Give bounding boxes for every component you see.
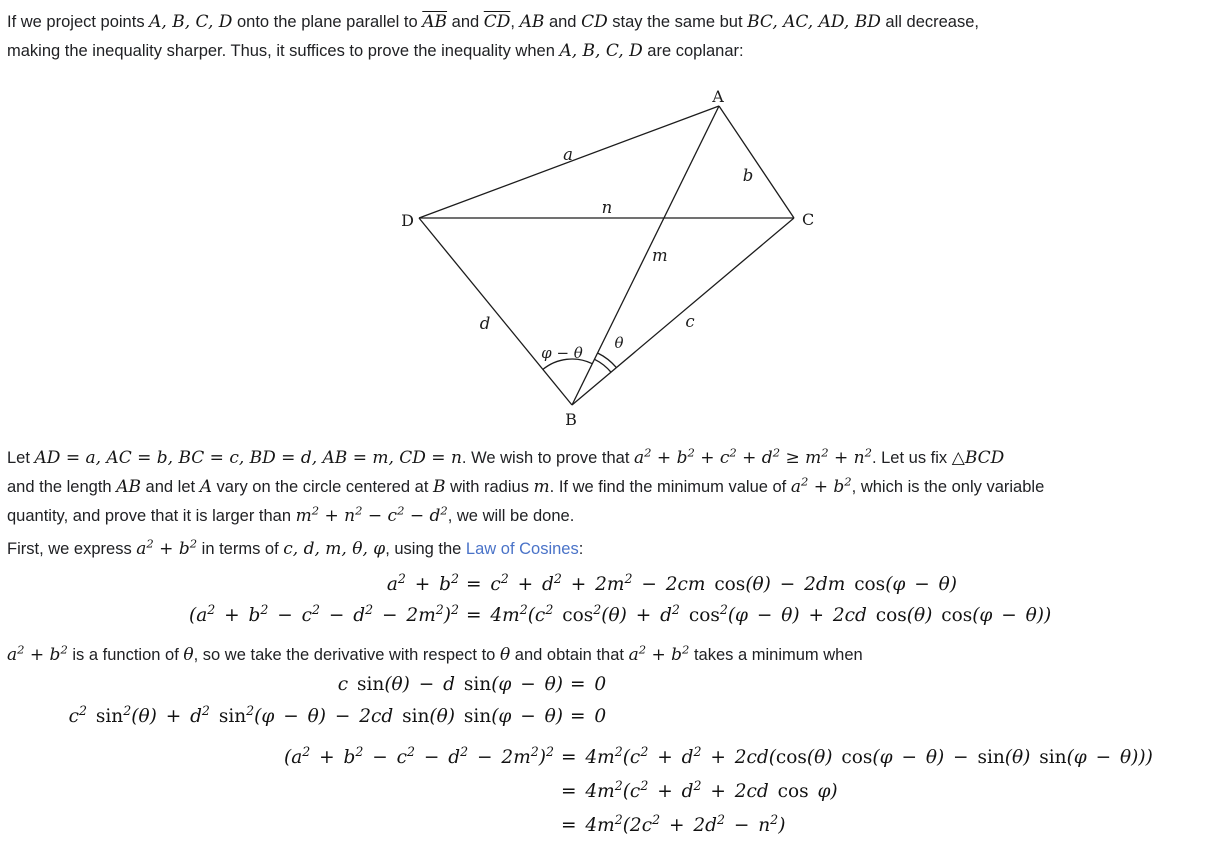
text-run: : <box>578 540 584 558</box>
edge-label-m: m <box>652 246 668 265</box>
equation-row <box>7 811 1213 849</box>
vertex-label-B: B <box>565 410 577 429</box>
text-run: takes a minimum when <box>689 646 863 664</box>
geometry-diagram <box>390 85 830 440</box>
text-run: in terms of <box>197 540 284 558</box>
angle-label-theta: θ <box>614 334 624 352</box>
inline-math: $a^2 + b^2 + c^2 + d^2 \ge m^2 + n^2$ <box>634 445 872 468</box>
vertex-label-A: A <box>712 87 724 106</box>
law-of-cosines-paragraph <box>7 535 1211 564</box>
equation-rhs: = 0 <box>570 706 607 727</box>
equation-rhs: = $4m^2(c^2 + d^2 + 2cd$ cos φ) <box>561 777 838 802</box>
inline-math: B <box>433 477 446 497</box>
edge-BA <box>572 106 719 405</box>
equation-row <box>7 674 1213 706</box>
edge-label-b: b <box>742 166 754 185</box>
text-run: making the inequality sharper. Thus, it suffices to prove the inequality when <box>7 42 560 60</box>
text-run: are coplanar: <box>642 42 744 60</box>
equation-rhs: = $c^2 + d^2 + 2m^2 - 2cm$ cos(θ) − 2dm cos(φ − θ) <box>466 570 957 595</box>
law-of-cosines-line <box>7 535 1211 564</box>
edge-BC <box>572 218 794 405</box>
inline-math: BC, AC, AD, BD <box>747 12 881 32</box>
edge-label-a: a <box>563 145 573 164</box>
text-run: . If we find the minimum value of <box>549 478 791 496</box>
inline-math: θ <box>499 645 511 665</box>
minimum-condition-equations <box>7 674 1213 738</box>
inline-math: $a^2 + b^2$ <box>7 642 68 665</box>
equation-lhs: $c^2$ $\sin^2(\theta) + d^2$ $\sin^2(\varphi - \theta) - 2cd$ sin(θ) sin(φ − θ) <box>68 702 563 727</box>
inline-math: A, B, C, D <box>149 12 233 32</box>
vertex-label-C: C <box>802 210 815 229</box>
equation-row <box>7 777 1213 815</box>
text-run: and obtain that <box>510 646 629 664</box>
text-run: First, we express <box>7 540 137 558</box>
inline-math: AB <box>519 12 545 32</box>
text-run: , we will be done. <box>447 507 575 525</box>
inline-math: A <box>199 477 212 497</box>
text-run: quantity, and prove that it is larger than <box>7 507 296 525</box>
text-run: . We wish to prove that <box>461 449 635 467</box>
text-run: with radius <box>445 478 534 496</box>
equation-rhs: = $4m^2(2c^2 + 2d^2 - n^2)$ <box>561 811 786 836</box>
equation-rhs: = 0 <box>570 674 607 695</box>
inline-math: $a^2 + b^2$ <box>136 536 198 559</box>
text-run: stay the same but <box>607 13 748 31</box>
edge-BD <box>419 218 572 405</box>
equation-row <box>7 702 1213 738</box>
setup-paragraph <box>7 444 1211 531</box>
inline-math: m <box>533 477 550 497</box>
intro-line-2 <box>7 37 1211 66</box>
inline-math: θ <box>183 645 194 665</box>
inline-math: AD = a, AC = b, BC = c, BD = d, AB = m, CD = n <box>34 448 462 468</box>
setup-line-3 <box>7 502 1211 531</box>
text-run: and <box>447 13 484 31</box>
inline-math: △BCD <box>951 448 1005 468</box>
text-run: and let <box>140 478 200 496</box>
setup-line-2 <box>7 473 1211 502</box>
inline-math: AB <box>116 477 141 497</box>
text-run: onto the plane parallel to <box>232 13 423 31</box>
text-run: vary on the circle centered at <box>211 478 433 496</box>
inline-math: $\overline{AB}$ <box>422 12 448 32</box>
text-run: , which is the only variable <box>851 478 1045 496</box>
law-of-cosines-link[interactable]: Law of Cosines <box>465 540 579 558</box>
inline-math: $a^2 + b^2$ <box>628 642 690 665</box>
angle-arc-theta-inner <box>595 359 612 372</box>
derivative-line <box>7 641 1211 670</box>
equation-row <box>7 570 1213 605</box>
setup-line-1 <box>7 444 1211 473</box>
law-of-cosines-equations <box>7 570 1213 636</box>
inline-math: $a^2 + b^2$ <box>790 474 852 497</box>
edge-AC <box>719 106 794 218</box>
text-run: and <box>544 13 582 31</box>
derivative-paragraph <box>7 641 1211 670</box>
text-run: and the length <box>7 478 117 496</box>
vertex-label-D: D <box>401 211 414 230</box>
equation-lhs: $(a^2 + b^2 - c^2 - d^2 - 2m^2)^2$ <box>189 601 459 626</box>
angle-label-phi-minus-theta: φ − θ <box>541 344 583 362</box>
text-run: , <box>510 13 520 31</box>
text-run: If we project points <box>7 13 150 31</box>
equation-lhs: $a^2 + b^2$ <box>386 570 459 595</box>
inline-math: CD <box>581 12 608 32</box>
inline-math: c, d, m, θ, φ <box>283 539 386 559</box>
equation-row <box>7 601 1213 636</box>
inline-math: $\overline{CD}$ <box>483 12 511 32</box>
equation-lhs: c sin(θ) − d sin(φ − θ) <box>337 674 563 695</box>
text-run: all decrease, <box>880 13 979 31</box>
inline-math: $m^2 + n^2 - c^2 - d^2$ <box>295 503 448 526</box>
text-run: is a function of <box>67 646 184 664</box>
equation-lhs: $(a^2 + b^2 - c^2 - d^2 - 2m^2)^2$ <box>284 743 554 768</box>
angle-arc-theta-outer <box>598 353 617 368</box>
text-run: . Let us fix <box>871 449 952 467</box>
edge-label-c: c <box>685 312 695 331</box>
text-run: Let <box>7 449 35 467</box>
equation-rhs: = $4m^2(c^2 + d^2 + 2cd(\cos(\theta) \cos(\varphi - \theta) - \sin(\theta) \sin(\varphi - \theta)))$ <box>561 743 1153 768</box>
text-run: , so we take the derivative with respect to <box>193 646 500 664</box>
edge-label-d: d <box>479 314 491 333</box>
edge-label-n: n <box>601 198 613 217</box>
inline-math: A, B, C, D <box>559 41 643 61</box>
final-equations <box>7 743 1213 849</box>
equation-row <box>7 743 1213 781</box>
equation-rhs: = $4m^2(c^2$ $\cos^2(\theta) + d^2$ $\cos^2(\varphi - \theta) + 2cd$ cos(θ) cos(φ − θ)) <box>466 601 1052 626</box>
intro-paragraph <box>7 8 1211 66</box>
intro-line-1 <box>7 8 1211 37</box>
text-run: , using the <box>385 540 466 558</box>
